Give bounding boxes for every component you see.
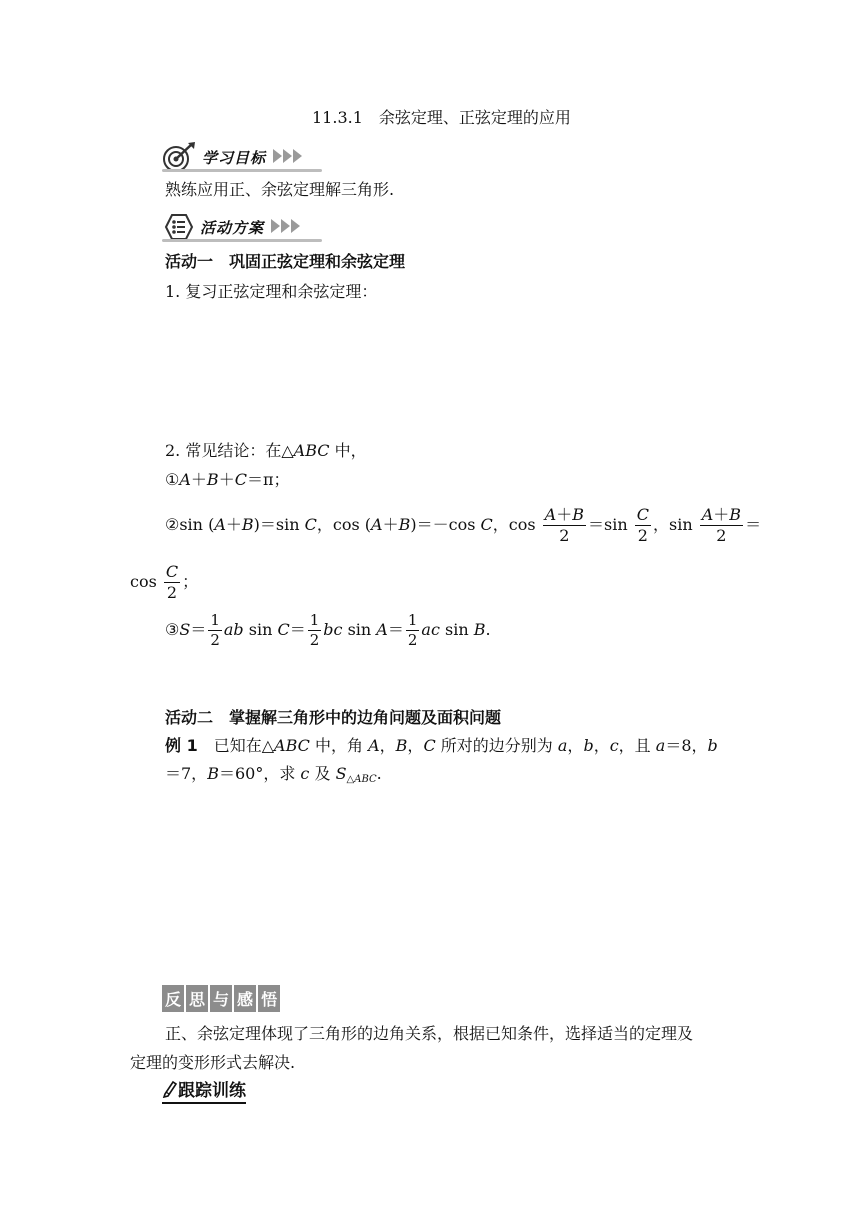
activity1-heading: 活动一 巩固正弦定理和余弦定理 [165,252,406,271]
reflection-header [162,985,282,1012]
conclusion-2: ②sin (A＋B)＝sin C，cos (A＋B)＝－cos C，cos $\frac{A+B}{2}$ ＝sin $\frac{C}{2}$ ，sin $\frac{A+B}{2}$ ＝ [165,505,762,545]
tracking-header [162,1076,246,1104]
reflection-header-char: 反 [162,985,184,1012]
activity1-item1: 1. 复习正弦定理和余弦定理： [165,282,378,301]
reflection-text-line1: 正、余弦定理体现了三角形的边角关系，根据已知条件，选择适当的定理及 [165,1024,694,1043]
arrows-decoration [270,218,300,237]
activity2-heading: 活动二 掌握解三角形中的边角问题及面积问题 [165,708,502,727]
header-underline [162,169,322,172]
goals-text: 熟练应用正、余弦定理解三角形. [165,180,395,199]
reflection-header-char: 思 [186,985,208,1012]
example1-line1: 例 1 已知在△ABC 中，角 A，B，C 所对的边分别为 a，b，c，且 a＝8，b [165,736,718,755]
example1-line2: ＝7，B＝60°，求 c 及 $S_{\triangle ABC}$. [165,764,382,785]
conclusion-1: ①A＋B＋C＝π； [165,470,290,489]
tracking-header-title: 跟踪训练 [178,1081,246,1101]
arrows-decoration [272,148,302,167]
conclusion-intro: 2. 常见结论：在△ABC 中， [165,441,367,460]
reflection-header-char: 与 [210,985,232,1012]
goals-header-title: 学习目标 [202,148,267,167]
page-title: 11.3.1 余弦定理、正弦定理的应用 [312,108,571,127]
reflection-text-line2: 定理的变形形式去解决. [130,1053,296,1072]
pencil-icon [162,1080,178,1098]
plan-header-title: 活动方案 [200,218,265,237]
header-underline [162,239,322,242]
reflection-header-char: 悟 [258,985,280,1012]
conclusion-2-cont: cos $\frac{C}{2}$ ； [130,562,199,602]
goals-header [162,140,322,174]
reflection-header-char: 感 [234,985,256,1012]
plan-header [162,210,322,244]
conclusion-3: ③S＝ $\frac{1}{2}$ ab sin C＝ $\frac{1}{2}$ bc sin A＝ $\frac{1}{2}$ ac sin B. [165,611,491,649]
